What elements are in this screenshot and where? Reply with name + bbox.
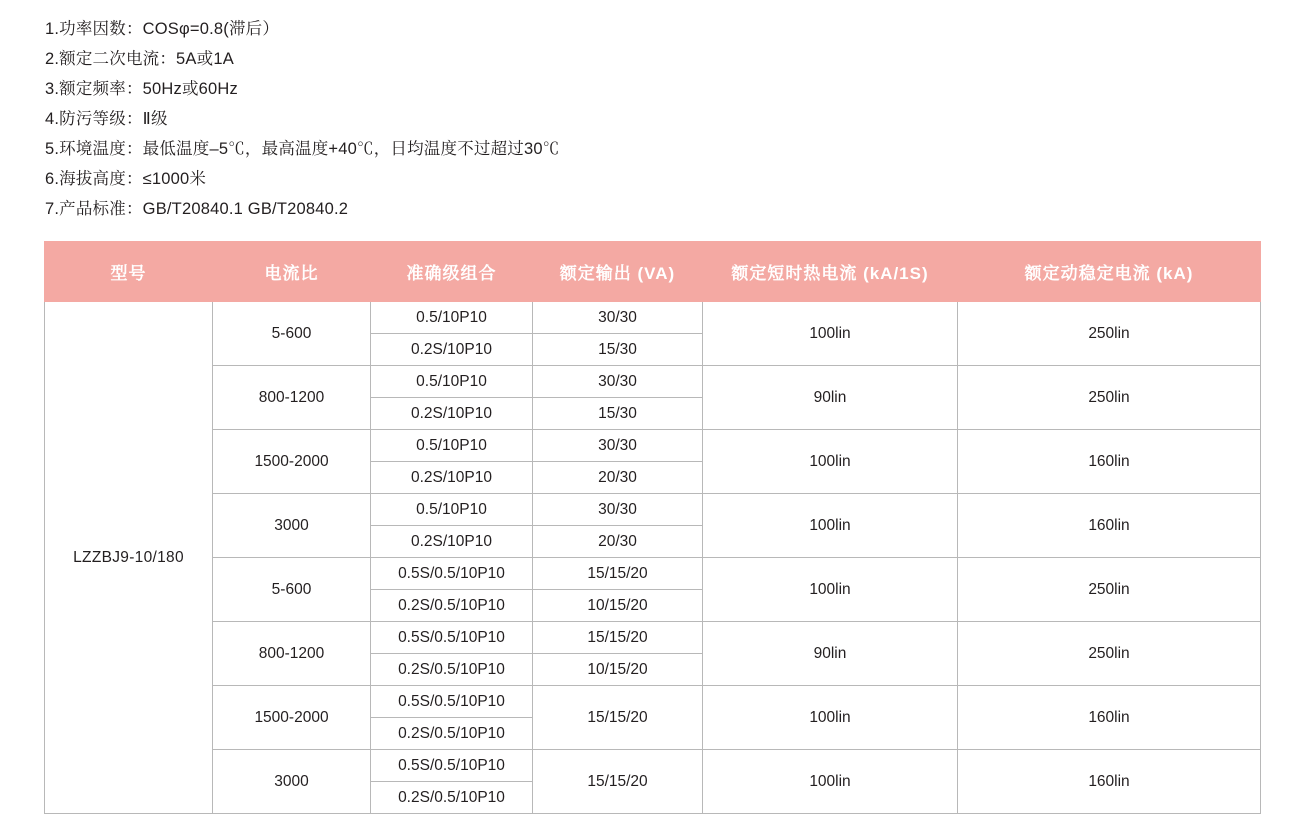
cell-accuracy: 0.5S/0.5/10P10 (371, 686, 533, 718)
spec-item: 2.额定二次电流：5A或1A (45, 50, 234, 68)
column-header-accuracy: 准确级组合 (371, 242, 533, 302)
spec-item: 1.功率因数：COSφ=0.8(滞后） (45, 20, 280, 38)
cell-thermal-current: 90lin (703, 366, 958, 430)
column-header-ratio: 电流比 (213, 242, 371, 302)
cell-output: 15/30 (533, 334, 703, 366)
spec-item: 5.环境温度：最低温度–5℃，最高温度+40℃，日均温度不过超过30℃ (45, 140, 560, 158)
cell-accuracy: 0.5/10P10 (371, 430, 533, 462)
table-row (45, 622, 1261, 654)
cell-accuracy: 0.5S/0.5/10P10 (371, 750, 533, 782)
cell-ratio: 5-600 (213, 558, 371, 622)
cell-ratio: 800-1200 (213, 622, 371, 686)
cell-thermal-current: 90lin (703, 622, 958, 686)
cell-thermal-current: 100lin (703, 494, 958, 558)
cell-accuracy: 0.5/10P10 (371, 494, 533, 526)
cell-accuracy: 0.5/10P10 (371, 366, 533, 398)
table-row (45, 430, 1261, 462)
table-header-row (45, 242, 1261, 302)
table-body (45, 302, 1261, 814)
cell-dynamic-current: 250lin (958, 558, 1261, 622)
cell-accuracy: 0.5S/0.5/10P10 (371, 558, 533, 590)
table-row (45, 750, 1261, 782)
table-row (45, 686, 1261, 718)
cell-output: 30/30 (533, 302, 703, 334)
cell-ratio: 5-600 (213, 302, 371, 366)
cell-accuracy: 0.2S/0.5/10P10 (371, 654, 533, 686)
spec-item: 6.海拔高度：≤1000米 (45, 170, 207, 188)
cell-accuracy: 0.2S/0.5/10P10 (371, 590, 533, 622)
cell-output: 30/30 (533, 430, 703, 462)
cell-ratio: 1500-2000 (213, 430, 371, 494)
column-header-thermal-current: 额定短时热电流 (kA/1S) (703, 242, 958, 302)
specification-table (44, 241, 1261, 814)
cell-model: LZZBJ9-10/180 (45, 302, 213, 814)
cell-dynamic-current: 160lin (958, 430, 1261, 494)
cell-accuracy: 0.5/10P10 (371, 302, 533, 334)
cell-output: 15/30 (533, 398, 703, 430)
table-row (45, 494, 1261, 526)
specification-list (45, 14, 1285, 224)
cell-thermal-current: 100lin (703, 558, 958, 622)
spec-item: 4.防污等级：Ⅱ级 (45, 110, 168, 128)
cell-accuracy: 0.2S/0.5/10P10 (371, 718, 533, 750)
cell-dynamic-current: 250lin (958, 302, 1261, 366)
cell-dynamic-current: 160lin (958, 686, 1261, 750)
spec-item: 3.额定频率：50Hz或60Hz (45, 80, 238, 98)
cell-accuracy: 0.2S/10P10 (371, 334, 533, 366)
cell-output: 15/15/20 (533, 558, 703, 590)
cell-output: 15/15/20 (533, 686, 703, 750)
column-header-model: 型号 (45, 242, 213, 302)
cell-dynamic-current: 250lin (958, 622, 1261, 686)
specification-table-container (44, 241, 1260, 814)
cell-accuracy: 0.2S/0.5/10P10 (371, 782, 533, 814)
table-row (45, 558, 1261, 590)
cell-output: 10/15/20 (533, 654, 703, 686)
cell-output: 20/30 (533, 462, 703, 494)
cell-output: 15/15/20 (533, 622, 703, 654)
cell-accuracy: 0.5S/0.5/10P10 (371, 622, 533, 654)
cell-output: 30/30 (533, 494, 703, 526)
cell-ratio: 3000 (213, 750, 371, 814)
table-row (45, 302, 1261, 334)
cell-dynamic-current: 160lin (958, 494, 1261, 558)
cell-thermal-current: 100lin (703, 430, 958, 494)
column-header-dynamic-current: 额定动稳定电流 (kA) (958, 242, 1261, 302)
cell-output: 10/15/20 (533, 590, 703, 622)
cell-ratio: 3000 (213, 494, 371, 558)
cell-output: 15/15/20 (533, 750, 703, 814)
cell-accuracy: 0.2S/10P10 (371, 526, 533, 558)
table-row (45, 366, 1261, 398)
spec-item: 7.产品标准：GB/T20840.1 GB/T20840.2 (45, 200, 349, 218)
cell-thermal-current: 100lin (703, 686, 958, 750)
cell-dynamic-current: 250lin (958, 366, 1261, 430)
column-header-output: 额定输出 (VA) (533, 242, 703, 302)
table-header (45, 242, 1261, 302)
cell-output: 30/30 (533, 366, 703, 398)
cell-ratio: 800-1200 (213, 366, 371, 430)
cell-dynamic-current: 160lin (958, 750, 1261, 814)
cell-ratio: 1500-2000 (213, 686, 371, 750)
cell-accuracy: 0.2S/10P10 (371, 462, 533, 494)
cell-thermal-current: 100lin (703, 302, 958, 366)
cell-output: 20/30 (533, 526, 703, 558)
cell-accuracy: 0.2S/10P10 (371, 398, 533, 430)
cell-thermal-current: 100lin (703, 750, 958, 814)
